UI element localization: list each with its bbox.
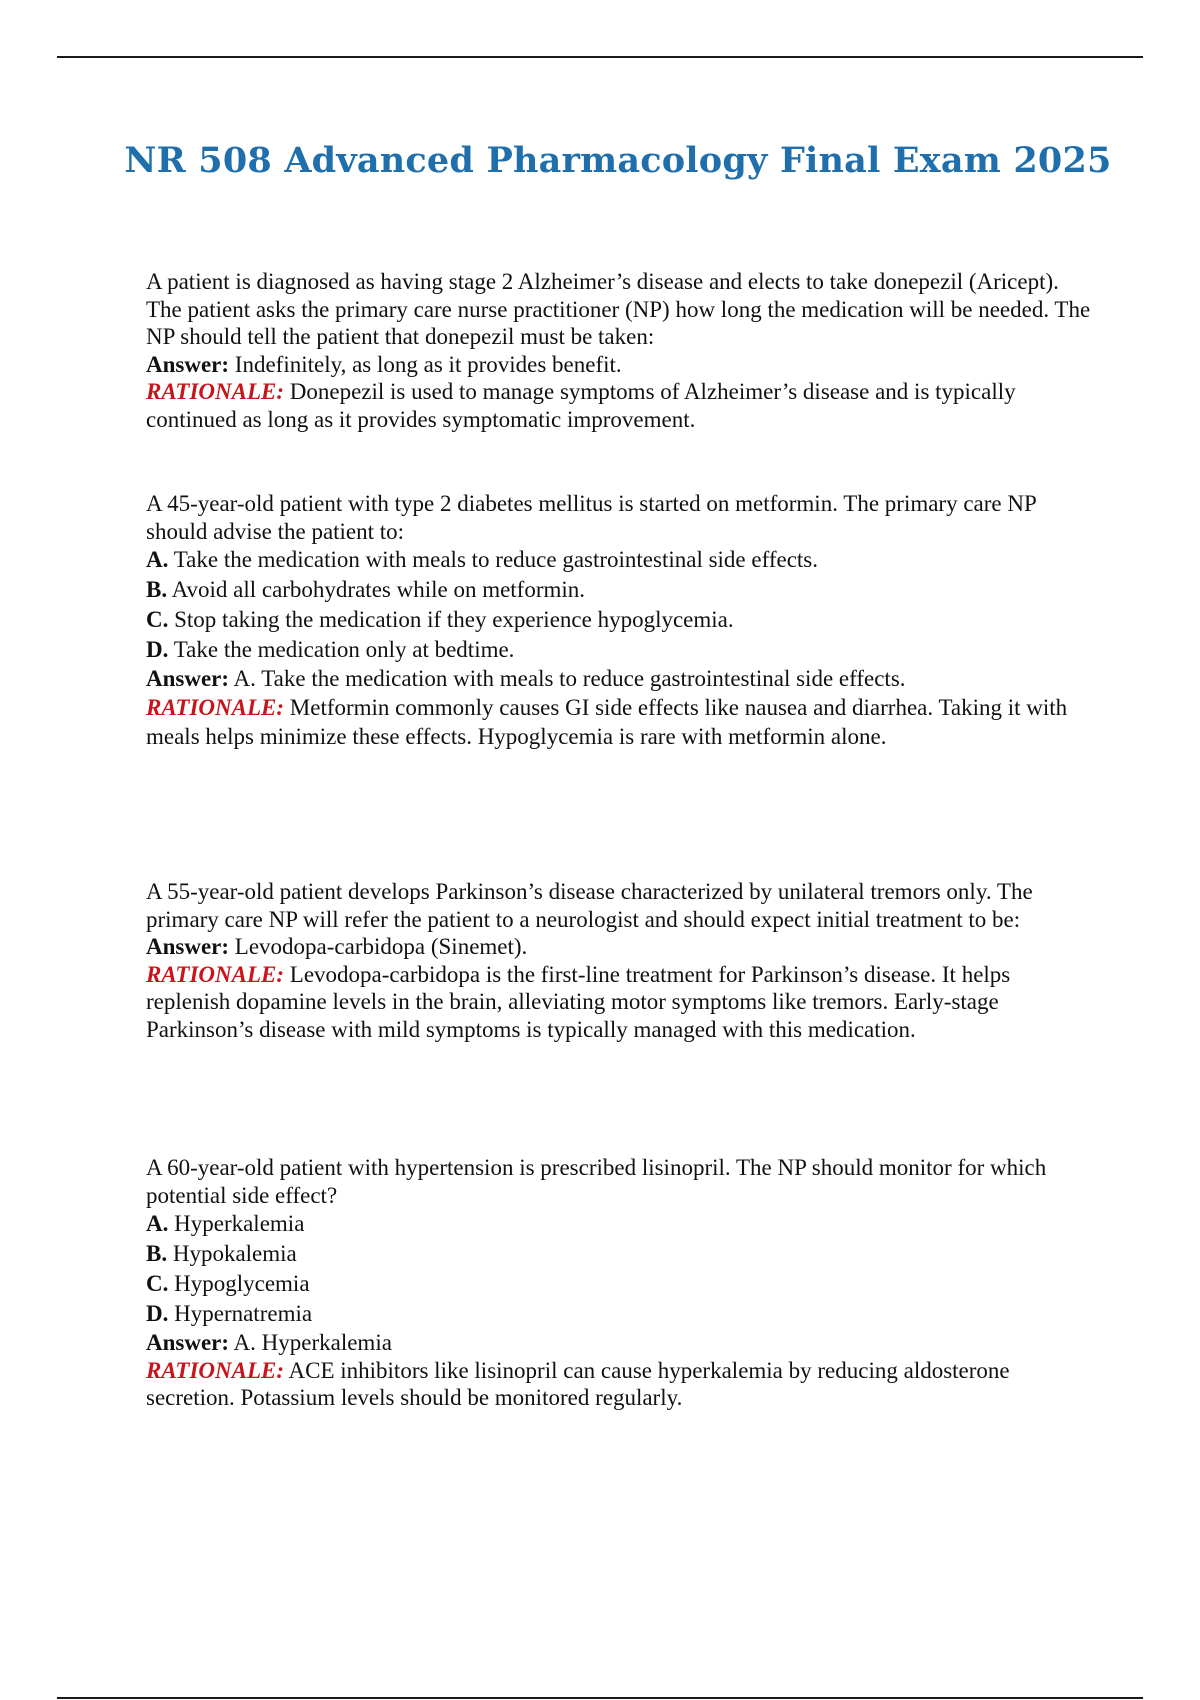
rationale-label: RATIONALE:: [146, 1357, 285, 1383]
option-c: [146, 605, 1096, 635]
option-letter: C.: [146, 1271, 169, 1296]
rationale-line: [146, 378, 1096, 433]
option-d: [146, 635, 1096, 665]
rationale-line: [146, 1357, 1096, 1412]
option-letter: C.: [146, 607, 169, 632]
answer-label: Answer:: [146, 351, 230, 377]
answer-line: [146, 351, 1096, 379]
option-letter: A.: [146, 547, 169, 572]
answer-text: A. Take the medication with meals to reduce gastrointestinal side effects.: [229, 666, 906, 691]
option-text: Take the medication with meals to reduce gastrointestinal side effects.: [168, 547, 819, 572]
option-d: [146, 1299, 1096, 1329]
option-b: [146, 575, 1096, 605]
footer-rule: [57, 1697, 1143, 1699]
option-text: Hypokalemia: [167, 1241, 297, 1266]
answer-line: [146, 933, 1096, 961]
rationale-line: [146, 961, 1096, 1044]
option-text: Hypernatremia: [168, 1301, 313, 1326]
answer-label: Answer:: [146, 1330, 230, 1355]
rationale-text: Levodopa-carbidopa is the first-line treatment for Parkinson’s disease. It helps replenish dopamine levels in the brain, alleviating motor symptoms like tremors. Early-stage Parkinson’s disease with mild symptoms is typically managed with this medication.: [146, 961, 1011, 1042]
answer-text: A. Hyperkalemia: [229, 1330, 392, 1355]
option-text: Stop taking the medication if they experience hypoglycemia.: [168, 607, 734, 632]
option-text: Hypoglycemia: [168, 1271, 310, 1296]
option-text: Hyperkalemia: [168, 1211, 305, 1236]
question-1: [146, 268, 1096, 433]
options-list: [146, 545, 1096, 665]
question-stem: A patient is diagnosed as having stage 2 Alzheimer’s disease and elects to take donepezil (Aricept). The patient asks the primary care nurse practitioner (NP) how long the medication will be needed. The NP should tell the patient that donepezil must be taken:: [146, 269, 1091, 349]
option-letter: A.: [146, 1211, 169, 1236]
question-stem: A 45-year-old patient with type 2 diabetes mellitus is started on metformin. The primary care NP should advise the patient to:: [146, 491, 1036, 544]
rationale-text: Donepezil is used to manage symptoms of Alzheimer’s disease and is typically continued as long as it provides symptomatic improvement.: [146, 379, 1016, 432]
option-letter: D.: [146, 1301, 169, 1326]
option-b: [146, 1239, 1096, 1269]
option-c: [146, 1269, 1096, 1299]
option-text: Avoid all carbohydrates while on metformin.: [167, 577, 586, 602]
question-2: [146, 490, 1096, 751]
rationale-text: Metformin commonly causes GI side effects like nausea and diarrhea. Taking it with meals helps minimize these effects. Hypoglycemia is rare with metformin alone.: [146, 694, 1068, 749]
question-stem: A 55-year-old patient develops Parkinson’s disease characterized by unilateral tremors only. The primary care NP will refer the patient to a neurologist and should expect initial treatment to be:: [146, 879, 1033, 932]
rationale-label: RATIONALE:: [146, 961, 285, 987]
option-letter: B.: [146, 1241, 168, 1266]
header-rule: [57, 56, 1143, 58]
question-stem: A 60-year-old patient with hypertension is prescribed lisinopril. The NP should monitor for which potential side effect?: [146, 1155, 1047, 1208]
rationale-label: RATIONALE:: [146, 694, 285, 720]
option-letter: D.: [146, 637, 169, 662]
question-3: [146, 878, 1096, 1043]
options-list: [146, 1209, 1096, 1329]
rationale-label: RATIONALE:: [146, 379, 285, 404]
answer-text: Levodopa-carbidopa (Sinemet).: [229, 934, 528, 959]
answer-line: [146, 665, 1096, 693]
answer-line: [146, 1329, 1096, 1357]
answer-label: Answer:: [146, 934, 230, 959]
question-4: [146, 1154, 1096, 1412]
answer-label: Answer:: [146, 666, 230, 691]
option-a: [146, 1209, 1096, 1239]
option-letter: B.: [146, 577, 168, 602]
option-a: [146, 545, 1096, 575]
answer-text: Indefinitely, as long as it provides benefit.: [229, 351, 622, 377]
rationale-text: ACE inhibitors like lisinopril can cause hyperkalemia by reducing aldosterone secretion. Potassium levels should be monitored regularly.: [146, 1357, 1010, 1410]
rationale-line: [146, 693, 1096, 751]
option-text: Take the medication only at bedtime.: [168, 637, 515, 662]
document-title: NR 508 Advanced Pharmacology Final Exam 2025: [124, 140, 1112, 181]
